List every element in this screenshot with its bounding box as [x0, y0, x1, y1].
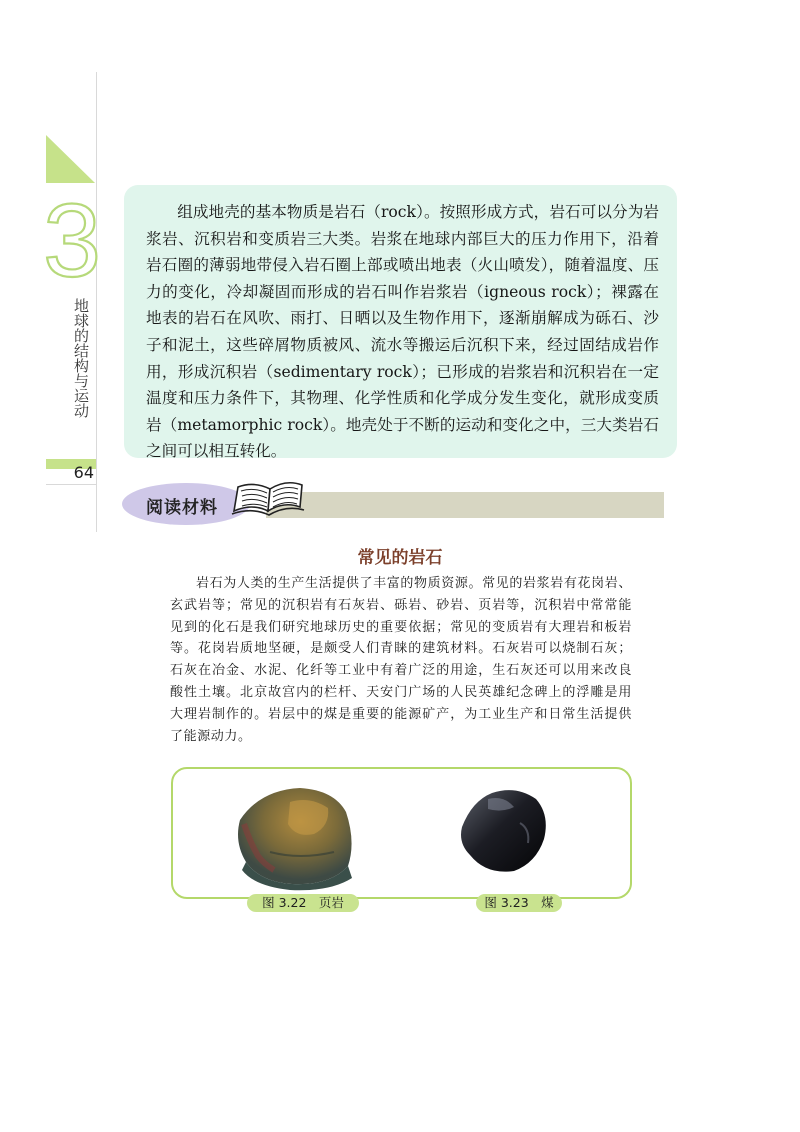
reading-paragraph: 岩石为人类的生产生活提供了丰富的物质资源。常见的岩浆岩有花岗岩、玄武岩等；常见的沉积岩有石灰岩、砾岩、砂岩、页岩等，沉积岩中常常能见到的化石是我们研究地球历史的重要依据；常见的变质岩有大理岩和板岩等。花岗岩质地坚硬，是颇受人们青睐的建筑材料。石灰岩可以烧制石灰；石灰在冶金、水泥、化纤等工业中有着广泛的用途，生石灰还可以用来改良酸性土壤。北京故宫内的栏杆、天安门广场的人民英雄纪念碑上的浮雕是用大理岩制作的。岩层中的煤是重要的能源矿产，为工业生产和日常生活提供了能源动力。 — [170, 576, 632, 744]
reading-body — [170, 573, 632, 747]
reading-header-bar — [266, 492, 664, 518]
shale-image — [230, 782, 360, 890]
figure-caption-shale: 图 3.22 页岩 — [247, 894, 359, 912]
open-book-icon — [230, 477, 308, 523]
coal-image — [458, 783, 552, 875]
page-number: 64 — [73, 463, 94, 482]
intro-paragraph: 组成地壳的基本物质是岩石（rock）。按照形成方式，岩石可以分为岩浆岩、沉积岩和变质岩三大类。岩浆在地球内部巨大的压力作用下，沿着岩石圈的薄弱地带侵入岩石圈上部或喷出地表（火山喷发），随着温度、压力的变化，冷却凝固而形成的岩石叫作岩浆岩（igneous rock）；裸露在地表的岩石在风吹、雨打、日晒以及生物作用下，逐渐崩解成为砾石、沙子和泥土，这些碎屑物质被风、流水等搬运后沉积下来，经过固结成岩作用，形成沉积岩（sedimentary rock）；已形成的岩浆岩和沉积岩在一定温度和压力条件下，其物理、化学性质和化学成分发生变化，就形成变质岩（metamorphic rock）。地壳处于不断的运动和变化之中，三大类岩石之间可以相互转化。 — [146, 203, 659, 461]
chapter-tab-triangle — [46, 135, 95, 183]
chapter-number — [43, 183, 101, 299]
page-divider — [46, 484, 96, 485]
chapter-title: 地球的结构与运动 — [72, 298, 90, 418]
intro-box — [124, 185, 677, 461]
section-title: 常见的岩石 — [357, 548, 443, 568]
svg-text:3: 3 — [43, 183, 101, 299]
reading-label: 阅读材料 — [146, 498, 218, 518]
figure-caption-coal: 图 3.23 煤 — [476, 894, 562, 912]
